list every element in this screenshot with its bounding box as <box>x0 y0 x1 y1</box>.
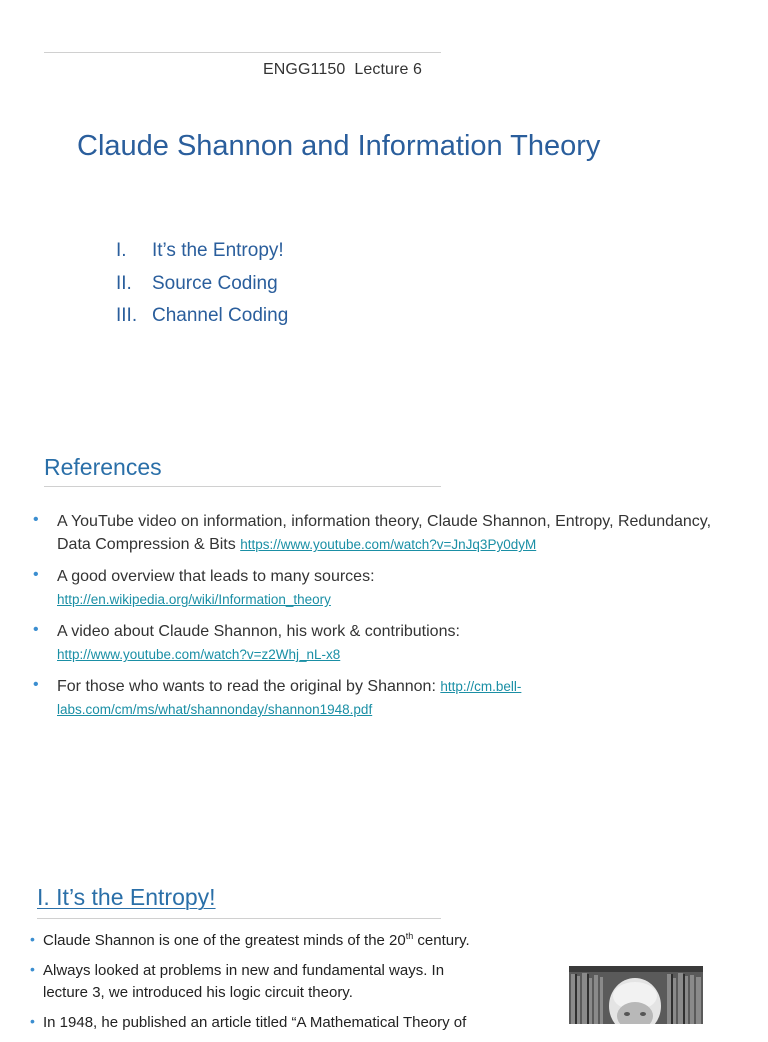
bullet-icon: • <box>33 511 39 528</box>
entropy-item <box>30 960 493 1004</box>
reference-text: A video about Claude Shannon, his work & contributions: <box>57 623 460 640</box>
entropy-item <box>30 1012 563 1034</box>
references-rule <box>44 486 441 487</box>
reference-item <box>33 565 733 611</box>
outline-number: I. <box>116 240 127 261</box>
entropy-rule <box>37 918 441 919</box>
header-rule <box>44 52 441 53</box>
bullet-icon: • <box>33 676 39 693</box>
references-heading: References <box>44 454 162 480</box>
outline-number: II. <box>116 272 132 294</box>
reference-text: A YouTube video on information, information theory, Claude Shannon, Entropy, Redundancy, Data Compression & Bits <box>57 513 712 553</box>
reference-item <box>33 675 617 721</box>
bullet-icon: • <box>33 621 39 638</box>
entropy-text: Claude Shannon is one of the greatest minds of the 20 <box>43 932 406 949</box>
superscript: th <box>405 931 414 941</box>
entropy-text: Always looked at problems in new and fundamental ways. In lecture 3, we introduced his logic circuit theory. <box>43 962 445 1001</box>
page-title: Claude Shannon and Information Theory <box>77 130 601 162</box>
reference-text: A good overview that leads to many sources: <box>57 568 375 585</box>
shannon-photo <box>569 966 703 1024</box>
entropy-text: century. <box>413 932 470 949</box>
entropy-text: In 1948, he published an article titled “A Mathematical Theory of <box>43 1014 467 1031</box>
reference-link[interactable]: https://www.youtube.com/watch?v=JnJq3Py0dyM <box>240 537 537 552</box>
outline-label: Source Coding <box>152 272 278 294</box>
entropy-item <box>30 930 530 952</box>
bullet-icon: • <box>30 1013 35 1029</box>
reference-item <box>33 510 733 556</box>
reference-link[interactable]: http://cm.bell-labs.com/cm/ms/what/shannonday/shannon1948.pdf <box>57 679 522 717</box>
entropy-heading: I. It’s the Entropy! <box>37 884 216 910</box>
bullet-icon: • <box>30 961 35 977</box>
bullet-icon: • <box>30 931 35 947</box>
reference-link[interactable]: http://www.youtube.com/watch?v=z2Whj_nL-x8 <box>57 647 341 662</box>
outline-number: III. <box>116 305 138 326</box>
reference-link[interactable]: http://en.wikipedia.org/wiki/Information_theory <box>57 592 331 607</box>
entropy-list <box>30 930 530 1042</box>
course-label: ENGG1150 Lecture 6 <box>263 61 423 78</box>
outline-label: Channel Coding <box>152 305 289 326</box>
outline-label: It’s the Entropy! <box>152 240 284 261</box>
reference-item <box>33 620 733 666</box>
reference-text: For those who wants to read the original by Shannon: <box>57 678 441 695</box>
references-list <box>33 510 733 730</box>
bullet-icon: • <box>33 566 39 583</box>
